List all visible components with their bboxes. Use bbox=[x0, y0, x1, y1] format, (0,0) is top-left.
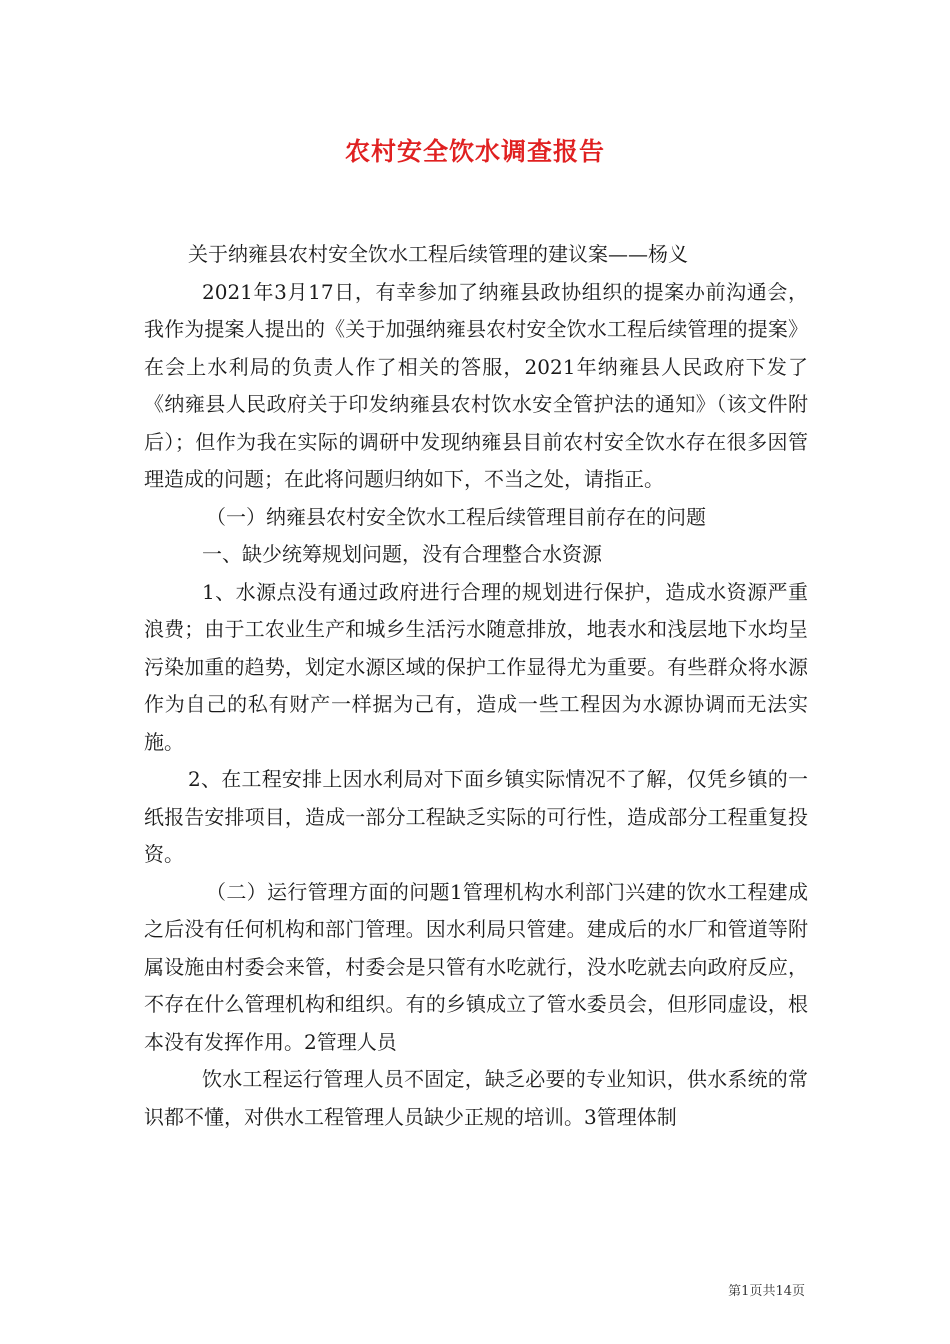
document-body bbox=[144, 236, 808, 1136]
paragraph-section-heading: （一）纳雍县农村安全饮水工程后续管理目前存在的问题 bbox=[206, 504, 706, 529]
document-title: 农村安全饮水调查报告 bbox=[344, 137, 605, 166]
paragraph-point-1: 1、水源点没有通过政府进行合理的规划进行保护，造成水资源严重浪费；由于工农业生产和城乡生活污水随意排放，地表水和浅层地下水均呈污染加重的趋势，划定水源区域的保护工作显得尤为重要。有些群众将水源作为自己的私有财产一样据为己有，造成一些工程因为水源协调而无法实施。 bbox=[144, 579, 808, 754]
paragraph-staff: 饮水工程运行管理人员不固定，缺乏必要的专业知识，供水系统的常识都不懂，对供水工程管理人员缺少正规的培训。3管理体制 bbox=[144, 1067, 808, 1129]
paragraph-point-2: 2、在工程安排上因水利局对下面乡镇实际情况不了解，仅凭乡镇的一纸报告安排项目，造成一部分工程缺乏实际的可行性，造成部分工程重复投资。 bbox=[144, 767, 808, 866]
paragraph-intro: 2021年3月17日，有幸参加了纳雍县政协组织的提案办前沟通会，我作为提案人提出的《关于加强纳雍县农村安全饮水工程后续管理的提案》在会上水利局的负责人作了相关的答服，2021年纳雍县人民政府下发了《纳雍县人民政府关于印发纳雍县农村饮水安全管护法的通知》（该文件附后）；但作为我在实际的调研中发现纳雍县目前农村安全饮水存在很多因管理造成的问题；在此将问题归纳如下，不当之处，请指正。 bbox=[144, 279, 808, 491]
paragraph-section-2: （二）运行管理方面的问题1管理机构水利部门兴建的饮水工程建成之后没有任何机构和部门管理。因水利局只管建。建成后的水厂和管道等附属设施由村委会来管，村委会是只管有水吃就行，没水吃就去向政府反应，不存在什么管理机构和组织。有的乡镇成立了管水委员会，但形同虚设，根本没有发挥作用。2管理人员 bbox=[144, 879, 808, 1054]
paragraph-item-heading: 一、缺少统筹规划问题，没有合理整合水资源 bbox=[202, 542, 602, 566]
paragraph-subtitle: 关于纳雍县农村安全饮水工程后续管理的建议案——杨义 bbox=[188, 242, 688, 266]
page-number: 第1页共14页 bbox=[728, 1284, 805, 1299]
